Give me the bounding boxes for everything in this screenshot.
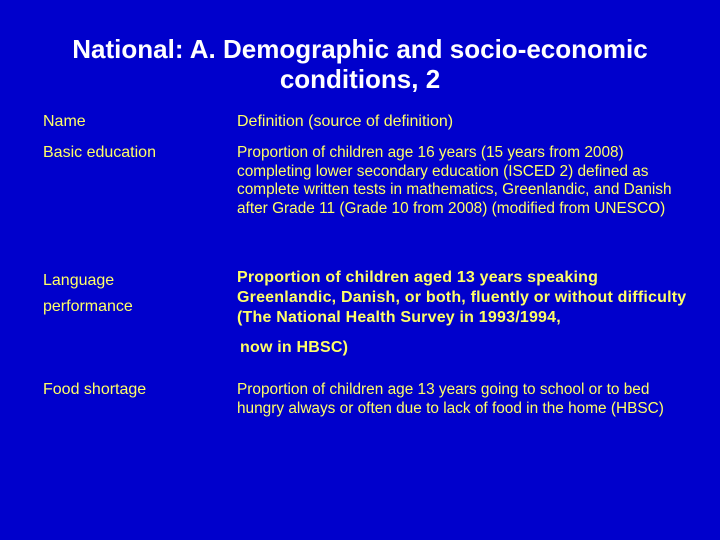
- row-language-performance-name-line-1: Language: [43, 272, 115, 289]
- slide-title-line-2: conditions, 2: [279, 64, 441, 94]
- row-basic-education-definition: Proportion of children age 16 years (15 years from 2008) completing lower secondary education (ISCED 2) defined as complete written tests in mathematics, Greenlandic, and Danish after Grade 11 (Grade 10 from 2008) (modified from UNESCO): [237, 144, 672, 217]
- row-food-shortage-definition: Proportion of children age 13 years going to school or to bed hungry always or often due to lack of food in the home (HBSC): [237, 381, 664, 417]
- header-definition: Definition (source of definition): [237, 113, 454, 130]
- slide-title-line-1: National: A. Demographic and socio-economic: [72, 34, 648, 64]
- row-language-performance-name: [43, 268, 223, 320]
- row-basic-education-name: Basic education: [43, 144, 156, 161]
- row-food-shortage-name: Food shortage: [43, 381, 147, 398]
- row-language-performance-definition-cont: now in HBSC): [240, 339, 349, 356]
- slide-title: [40, 34, 680, 94]
- row-language-performance-name-line-2: performance: [43, 298, 133, 315]
- header-name: Name: [43, 113, 86, 130]
- row-language-performance-definition: Proportion of children aged 13 years speaking Greenlandic, Danish, or both, fluently or without difficulty (The National Health Survey in 1993/1994,: [237, 269, 687, 326]
